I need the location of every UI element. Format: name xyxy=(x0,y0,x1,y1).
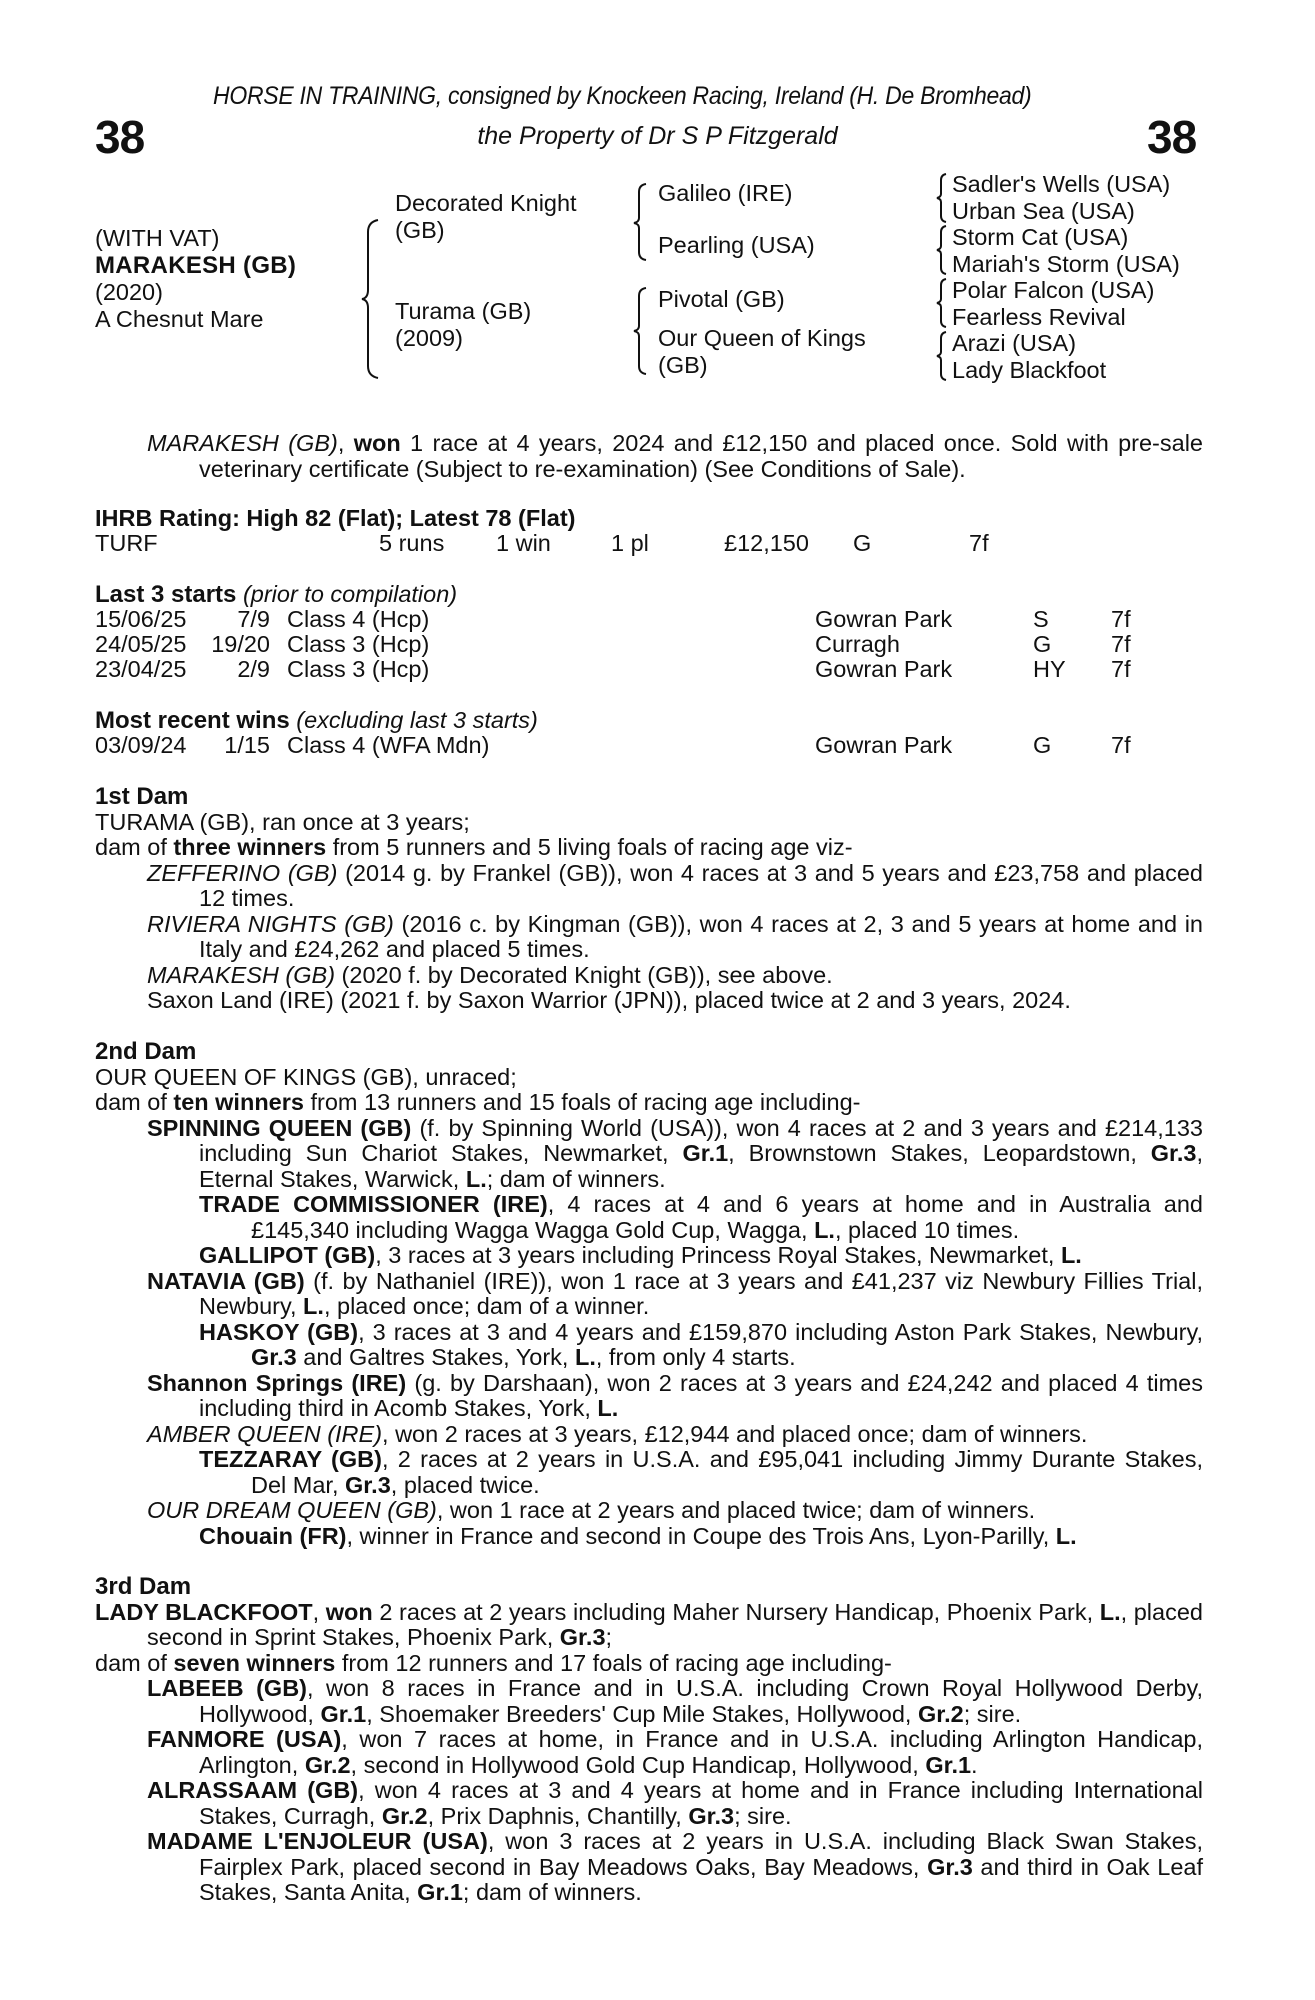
text-run: , Prix Daphnis, Chantilly, xyxy=(427,1802,689,1829)
text-run: ; dam of winners. xyxy=(462,1879,642,1905)
race-pos: 19/20 xyxy=(211,631,270,657)
dam-section-3 xyxy=(95,1574,1203,1906)
property-line xyxy=(0,122,1315,151)
dam-section-1 xyxy=(95,784,1203,1014)
summary-paragraph xyxy=(147,431,1203,482)
dam-line-brace-icon xyxy=(632,286,652,376)
text-run: , won 1 race at 2 years and placed twice; dam of winners. xyxy=(436,1497,1036,1523)
gg-brace-icon xyxy=(934,277,950,329)
pedigree-entry xyxy=(147,1829,1203,1906)
recent-wins-title: Most recent wins xyxy=(95,707,290,734)
race-date: 03/09/24 xyxy=(95,732,187,758)
parents-brace-icon xyxy=(360,218,384,380)
pedigree-entry xyxy=(147,1422,1203,1448)
text-run: , winner in France and second in Coupe des Trois Ans, Lyon-Parilly, xyxy=(346,1522,1056,1549)
bold-text: ALRASSAAM (GB) xyxy=(147,1777,359,1803)
text-run: Saxon Land (IRE) (2021 f. by Saxon Warrior (JPN)), placed twice at 2 and 3 years, 2024. xyxy=(147,987,1071,1013)
text-run: OUR QUEEN OF KINGS (GB), unraced; xyxy=(95,1063,517,1090)
race-pos: 2/9 xyxy=(237,656,270,682)
bold-text: LADY BLACKFOOT xyxy=(95,1598,313,1625)
text-run: , Shoemaker Breeders' Cup Mile Stakes, Hollywood, xyxy=(366,1700,918,1727)
gg-brace-icon xyxy=(934,224,950,276)
bold-text: TRADE COMMISSIONER (IRE) xyxy=(199,1191,548,1217)
last-starts-title: Last 3 starts xyxy=(95,581,237,608)
pedigree-entry xyxy=(147,912,1203,963)
turf-record-surface: TURF xyxy=(95,530,158,556)
bold-text: Gr.2 xyxy=(304,1751,351,1778)
great-grandparent: Polar Falcon (USA) xyxy=(952,277,1155,303)
text-run: ; sire. xyxy=(963,1700,1022,1727)
pedigree-entry xyxy=(95,1651,1203,1677)
text-run: and Galtres Stakes, York, xyxy=(296,1344,575,1370)
text-run: (2020 f. by Decorated Knight (GB)), see above. xyxy=(335,961,833,988)
text-run: , xyxy=(312,1598,326,1625)
text-run: , 3 races at 3 and 4 years and £159,870 including Aston Park Stakes, Newbury, xyxy=(358,1318,1204,1345)
text-run: TURAMA (GB), ran once at 3 years; xyxy=(95,808,470,835)
pedigree-entry xyxy=(147,988,1203,1014)
italic-text: OUR DREAM QUEEN (GB) xyxy=(147,1497,437,1523)
pedigree-entry xyxy=(147,1371,1203,1422)
grandparent xyxy=(658,286,785,313)
turf-record-runs: 5 runs xyxy=(379,530,445,556)
race-dist: 7f xyxy=(1111,732,1131,758)
text-run: , won 4 races at 3 and 4 years at home and in France including International Stakes, Curragh, xyxy=(199,1777,1203,1829)
bold-text: won xyxy=(325,1598,373,1625)
pedigree-entry xyxy=(147,1778,1203,1829)
lot-number-right: 38 xyxy=(1147,111,1197,163)
pedigree-entry xyxy=(147,1498,1203,1524)
race-class: Class 4 (WFA Mdn) xyxy=(287,732,490,758)
race-course: Curragh xyxy=(815,631,900,657)
bold-text: HASKOY (GB) xyxy=(199,1318,359,1345)
turf-record-distance: 7f xyxy=(969,530,989,556)
great-grandparent: Urban Sea (USA) xyxy=(952,197,1135,224)
bold-text: L. xyxy=(303,1293,324,1319)
pedigree-entry xyxy=(95,835,1203,861)
horse-description: A Chesnut Mare xyxy=(95,306,264,332)
text-run: from 13 runners and 15 foals of racing age including- xyxy=(303,1089,861,1115)
grandparent-name: Galileo (IRE) xyxy=(658,180,793,206)
pedigree-entry xyxy=(95,1065,1203,1091)
race-course: Gowran Park xyxy=(815,732,953,758)
race-going: G xyxy=(1033,732,1052,758)
italic-text: MARAKESH (GB) xyxy=(147,430,338,456)
text-run: , won 3 races at 2 years in U.S.A. including Black Swan Stakes, Fairplex Park, placed second in Bay Meadows Oaks, Bay Meadows, xyxy=(199,1828,1204,1880)
text-run: (f. by Nathaniel (IRE)), won 1 race at 3 years and £41,237 viz Newbury Fillies Trial, Newbury, xyxy=(199,1267,1203,1319)
race-pos: 7/9 xyxy=(237,606,270,632)
text-run: , won 7 races at home, in France and in U.S.A. including Arlington Handicap, Arlington, xyxy=(199,1726,1203,1778)
bold-text: Gr.1 xyxy=(417,1879,463,1905)
text-run: , 2 races at 2 years in U.S.A. and £95,041 including Jimmy Durante Stakes, Del Mar, xyxy=(251,1446,1203,1498)
bold-text: ten winners xyxy=(173,1089,304,1115)
bold-text: L. xyxy=(597,1395,619,1421)
race-date: 23/04/25 xyxy=(95,656,187,682)
bold-text: won xyxy=(353,430,401,456)
text-run: , second in Hollywood Gold Cup Handicap, Hollywood, xyxy=(350,1751,926,1778)
text-run: (2016 c. by Kingman (GB)), won 4 races at 2, 3 and 5 years at home and in Italy and £24,262 and placed 5 times. xyxy=(199,910,1203,962)
race-date: 24/05/25 xyxy=(95,631,187,657)
race-going: S xyxy=(1033,606,1049,632)
race-going: G xyxy=(1033,631,1052,657)
pedigree-entry xyxy=(199,1524,1203,1550)
sire-name: Decorated Knight xyxy=(395,190,577,216)
race-class: Class 3 (Hcp) xyxy=(287,656,430,682)
last-starts-note: (prior to compilation) xyxy=(242,581,458,607)
bold-text: L. xyxy=(1099,1598,1121,1625)
grandparent-name: Pearling (USA) xyxy=(658,232,815,258)
bold-text: L. xyxy=(1060,1242,1082,1268)
text-run: dam of xyxy=(95,1649,174,1676)
horse-identity xyxy=(95,225,296,333)
property-text: the Property of Dr S P Fitzgerald xyxy=(477,122,838,150)
bold-text: Gr.2 xyxy=(381,1802,428,1829)
grandparent-name: Our Queen of Kings xyxy=(658,325,866,351)
race-dist: 7f xyxy=(1111,631,1131,657)
italic-text: ZEFFERINO (GB) xyxy=(147,859,338,886)
bold-text: Shannon Springs (IRE) xyxy=(147,1369,407,1396)
bold-text: Gr.3 xyxy=(1150,1140,1197,1166)
bold-text: NATAVIA (GB) xyxy=(147,1267,305,1294)
bold-text: Gr.3 xyxy=(251,1344,297,1370)
great-grandparent: Fearless Revival xyxy=(952,303,1126,330)
text-run: , xyxy=(337,430,354,456)
italic-text: AMBER QUEEN (IRE) xyxy=(147,1420,383,1447)
bold-text: Gr.3 xyxy=(345,1471,391,1498)
race-dist: 7f xyxy=(1111,606,1131,632)
bold-text: L. xyxy=(465,1165,487,1192)
race-pos: 1/15 xyxy=(224,732,270,758)
great-grandparents-list xyxy=(952,171,1180,383)
dam xyxy=(395,298,531,352)
bold-text: GALLIPOT (GB) xyxy=(199,1242,376,1268)
pedigree-entry xyxy=(95,810,1203,836)
great-grandparent: Storm Cat (USA) xyxy=(952,224,1129,250)
pedigree-entry xyxy=(95,1090,1203,1116)
bold-text: three winners xyxy=(173,834,327,860)
horse-year: (2020) xyxy=(95,279,163,305)
bold-text: TEZZARAY (GB) xyxy=(199,1446,382,1472)
pedigree-entry xyxy=(147,1269,1203,1320)
text-run: , placed once; dam of a winner. xyxy=(323,1293,650,1319)
text-run: dam of xyxy=(95,1089,174,1115)
pedigree-entry xyxy=(147,1676,1203,1727)
pedigree-entry xyxy=(147,861,1203,912)
consignor-text: HORSE IN TRAINING, consigned by Knockeen Racing, Ireland (H. De Bromhead) xyxy=(212,82,1032,110)
bold-text: Gr.1 xyxy=(682,1140,729,1166)
great-grandparent: Sadler's Wells (USA) xyxy=(952,171,1171,197)
italic-text: MARAKESH (GB) xyxy=(147,961,336,988)
bold-text: Gr.3 xyxy=(688,1802,735,1829)
text-run: ; sire. xyxy=(734,1802,792,1829)
dam-name: Turama (GB) xyxy=(395,298,532,324)
sire-country: (GB) xyxy=(395,217,445,243)
gg-brace-icon xyxy=(934,330,950,382)
bold-text: Chouain (FR) xyxy=(199,1522,347,1549)
bold-text: SPINNING QUEEN (GB) xyxy=(147,1114,412,1141)
text-run: , placed second in Sprint Stakes, Phoenix Park, xyxy=(147,1598,1203,1650)
grandparent-country: (GB) xyxy=(658,352,708,378)
text-run: , from only 4 starts. xyxy=(595,1344,796,1370)
bold-text: LABEEB (GB) xyxy=(147,1675,308,1701)
bold-text: Gr.2 xyxy=(917,1700,964,1727)
race-dist: 7f xyxy=(1111,656,1131,682)
dam-paragraphs xyxy=(95,1600,1203,1906)
bold-text: Gr.1 xyxy=(925,1751,972,1778)
text-run: ; dam of winners. xyxy=(486,1165,666,1192)
text-run: from 12 runners and 17 foals of racing age including- xyxy=(335,1649,892,1676)
grandparent-name: Pivotal (GB) xyxy=(658,286,785,312)
bold-text: Gr.3 xyxy=(559,1624,606,1650)
pedigree-entry xyxy=(147,1116,1203,1193)
turf-record-earnings: £12,150 xyxy=(724,530,809,556)
text-run: dam of xyxy=(95,834,174,860)
italic-text: RIVIERA NIGHTS (GB) xyxy=(147,910,394,937)
text-run: , 4 races at 4 and 6 years at home and in Australia and £145,340 including Wagga Wagga Gold Cup, Wagga, xyxy=(251,1191,1204,1243)
text-run: , placed twice. xyxy=(390,1471,540,1498)
text-run: 1 race at 4 years, 2024 and £12,150 and placed once. Sold with pre-sale veterinary certificate (Subject to re-examination) (See Conditions of Sale). xyxy=(199,430,1203,482)
grandparent xyxy=(658,180,793,207)
pedigree-entry xyxy=(147,1727,1203,1778)
bold-text: Gr.3 xyxy=(927,1853,973,1880)
text-run: (g. by Darshaan), won 2 races at 3 years and £24,242 and placed 4 times including third in Acomb Stakes, York, xyxy=(199,1369,1203,1421)
race-course: Gowran Park xyxy=(815,606,953,632)
great-grandparent: Lady Blackfoot xyxy=(952,356,1107,383)
pedigree-entry xyxy=(147,963,1203,989)
turf-record-placed: 1 pl xyxy=(611,530,649,556)
dam-year: (2009) xyxy=(395,325,463,351)
text-run: (f. by Spinning World (USA)), won 4 races at 2 and 3 years and £214,133 including Sun Chariot Stakes, Newmarket, xyxy=(199,1114,1203,1166)
dam-section-title: 1st Dam xyxy=(95,783,189,810)
race-summary xyxy=(95,431,1203,482)
text-run: from 5 runners and 5 living foals of racing age viz- xyxy=(326,834,853,860)
text-run: , 3 races at 3 years including Princess Royal Stakes, Newmarket, xyxy=(375,1242,1061,1268)
race-class: Class 3 (Hcp) xyxy=(287,631,430,657)
last-starts-heading xyxy=(95,582,457,607)
dam-section-title: 3rd Dam xyxy=(95,1573,192,1600)
bold-text: L. xyxy=(1055,1522,1077,1549)
text-run: , won 8 races in France and in U.S.A. including Crown Royal Hollywood Derby, Hollywood, xyxy=(199,1675,1203,1727)
text-run: , Brownstown Stakes, Leopardstown, xyxy=(728,1140,1151,1166)
race-course: Gowran Park xyxy=(815,656,953,682)
great-grandparent: Mariah's Storm (USA) xyxy=(952,250,1180,277)
pedigree-entry xyxy=(199,1320,1203,1371)
dam-section-2 xyxy=(95,1039,1203,1549)
turf-record-going: G xyxy=(853,530,872,556)
text-run: ; xyxy=(605,1624,613,1650)
text-run: . xyxy=(971,1751,978,1778)
turf-record-wins: 1 win xyxy=(496,530,551,556)
race-class: Class 4 (Hcp) xyxy=(287,606,430,632)
recent-wins-note: (excluding last 3 starts) xyxy=(296,707,538,733)
text-run: 2 races at 2 years including Maher Nursery Handicap, Phoenix Park, xyxy=(372,1598,1100,1625)
dam-paragraphs xyxy=(95,810,1203,1014)
lot-number-left: 38 xyxy=(95,111,145,163)
text-run: , Eternal Stakes, Warwick, xyxy=(199,1140,1203,1192)
bold-text: L. xyxy=(814,1216,835,1243)
pedigree-entry xyxy=(95,1600,1203,1651)
sire xyxy=(395,190,577,244)
pedigree-entry xyxy=(199,1192,1203,1243)
recent-wins-heading xyxy=(95,708,538,733)
dam-paragraphs xyxy=(95,1065,1203,1550)
vat-label: (WITH VAT) xyxy=(95,225,220,251)
bold-text: L. xyxy=(574,1344,596,1370)
bold-text: FANMORE (USA) xyxy=(147,1726,342,1752)
bold-text: Gr.1 xyxy=(320,1700,367,1727)
race-going: HY xyxy=(1033,656,1066,682)
dam-section-title: 2nd Dam xyxy=(95,1038,197,1065)
consignor-line xyxy=(0,82,1315,111)
ihrb-rating-title: IHRB Rating: High 82 (Flat); Latest 78 (Flat) xyxy=(95,505,576,531)
gg-brace-icon xyxy=(934,172,950,224)
grandparent xyxy=(658,232,815,259)
text-run: and third in Oak Leaf Stakes, Santa Anita, xyxy=(199,1853,1203,1905)
sire-line-brace-icon xyxy=(632,182,652,262)
bold-text: MADAME L'ENJOLEUR (USA) xyxy=(147,1828,488,1854)
race-date: 15/06/25 xyxy=(95,606,187,632)
great-grandparent: Arazi (USA) xyxy=(952,330,1077,356)
horse-name: MARAKESH (GB) xyxy=(95,252,297,279)
bold-text: seven winners xyxy=(173,1649,336,1676)
pedigree-entry xyxy=(199,1243,1203,1269)
pedigree-entry xyxy=(199,1447,1203,1498)
text-run: , placed 10 times. xyxy=(834,1216,1020,1243)
text-run: (2014 g. by Frankel (GB)), won 4 races at 3 and 5 years and £23,758 and placed 12 times. xyxy=(199,859,1203,911)
grandparent xyxy=(658,325,866,379)
text-run: , won 2 races at 3 years, £12,944 and placed once; dam of winners. xyxy=(382,1420,1088,1447)
